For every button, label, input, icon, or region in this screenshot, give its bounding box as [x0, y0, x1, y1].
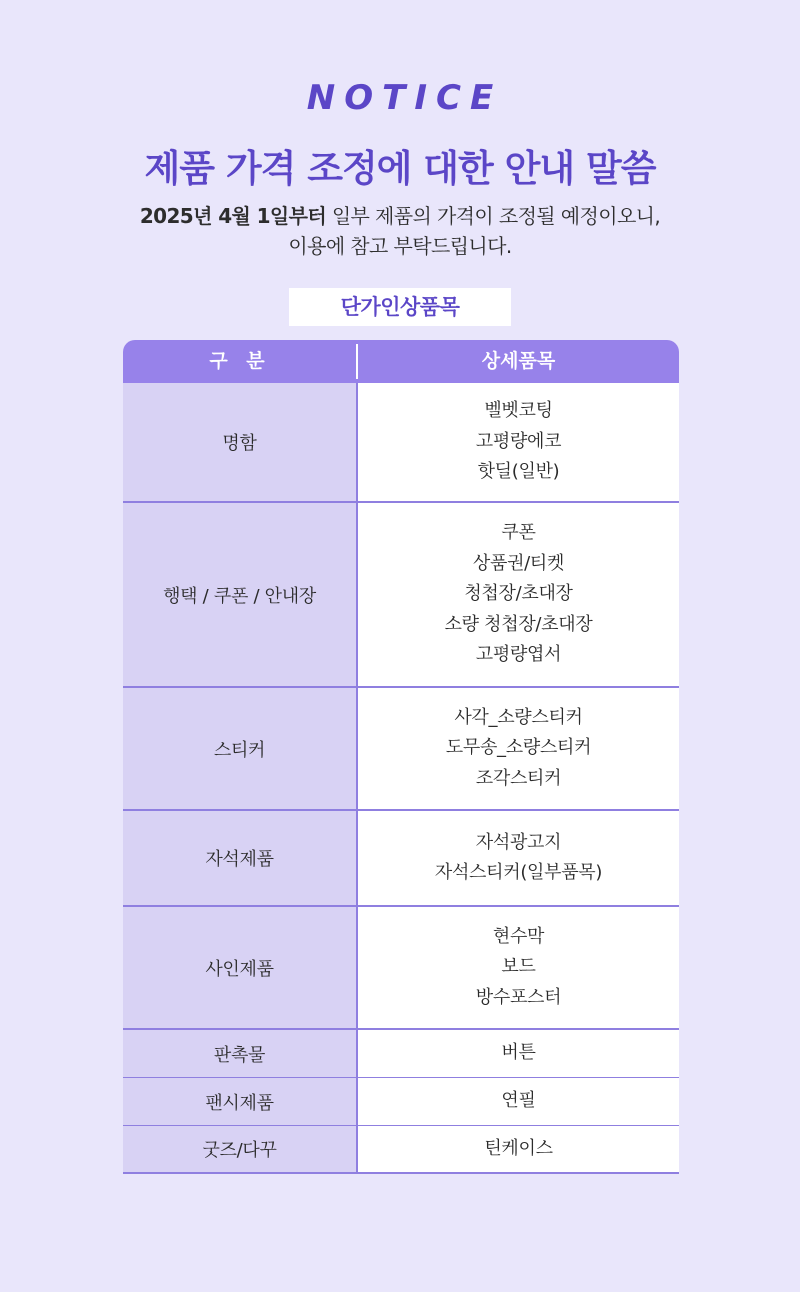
items-cell — [358, 503, 679, 686]
notice-heading: NOTICE — [306, 78, 503, 118]
section-label: 단가인상품목 — [289, 288, 511, 326]
item-text: 보드 — [501, 956, 536, 978]
category-cell: 자석제품 — [123, 811, 358, 905]
item-text: 연필 — [501, 1090, 536, 1112]
items-cell — [358, 1030, 679, 1077]
category-cell: 판촉물 — [123, 1030, 358, 1077]
category-cell: 행택 / 쿠폰 / 안내장 — [123, 503, 358, 686]
item-text: 방수포스터 — [475, 986, 562, 1008]
items-cell — [358, 811, 679, 905]
notice-description — [0, 201, 800, 261]
item-text: 자석광고지 — [475, 831, 562, 853]
item-text: 조각스티커 — [475, 767, 562, 789]
effective-date: 2025년 4월 1일부터 — [139, 204, 327, 228]
header-category: 구 분 — [209, 350, 271, 372]
table-row — [123, 503, 679, 688]
category-cell: 명함 — [123, 383, 358, 501]
description-line-1 — [0, 201, 800, 231]
items-cell — [358, 1126, 679, 1172]
item-text: 핫딜(일반) — [477, 461, 560, 483]
category-cell: 사인제품 — [123, 907, 358, 1028]
item-text: 사각_소량스티커 — [454, 706, 583, 728]
table-row — [123, 1078, 679, 1126]
item-text: 고평량에코 — [475, 430, 562, 452]
price-increase-table — [123, 340, 679, 1174]
item-text: 상품권/티켓 — [472, 552, 565, 574]
item-text: 버튼 — [501, 1042, 536, 1064]
item-text: 도무송_소량스티커 — [445, 737, 592, 759]
header-items: 상세품목 — [481, 350, 556, 372]
items-cell — [358, 688, 679, 809]
items-cell — [358, 907, 679, 1028]
item-text: 현수막 — [492, 925, 545, 947]
table-body — [123, 383, 679, 1174]
category-cell: 굿즈/다꾸 — [123, 1126, 358, 1172]
category-cell: 스티커 — [123, 688, 358, 809]
table-row — [123, 383, 679, 503]
table-row — [123, 811, 679, 907]
category-cell: 팬시제품 — [123, 1078, 358, 1125]
table-row — [123, 1126, 679, 1174]
item-text: 벨벳코팅 — [484, 400, 553, 422]
table-row — [123, 907, 679, 1030]
items-cell — [358, 383, 679, 501]
page-title: 제품 가격 조정에 대한 안내 말씀 — [144, 147, 656, 190]
item-text: 소량 청첩장/초대장 — [444, 613, 593, 635]
description-text: 일부 제품의 가격이 조정될 예정이오니, — [326, 204, 661, 228]
item-text: 쿠폰 — [501, 522, 536, 544]
description-line-2: 이용에 참고 부탁드립니다. — [288, 234, 512, 258]
items-cell — [358, 1078, 679, 1125]
item-text: 청첩장/초대장 — [464, 583, 573, 605]
table-header — [123, 340, 679, 383]
table-row — [123, 1030, 679, 1078]
item-text: 고평량엽서 — [475, 644, 562, 666]
item-text: 자석스티커(일부품목) — [434, 862, 603, 883]
table-row — [123, 688, 679, 811]
item-text: 틴케이스 — [484, 1137, 553, 1159]
